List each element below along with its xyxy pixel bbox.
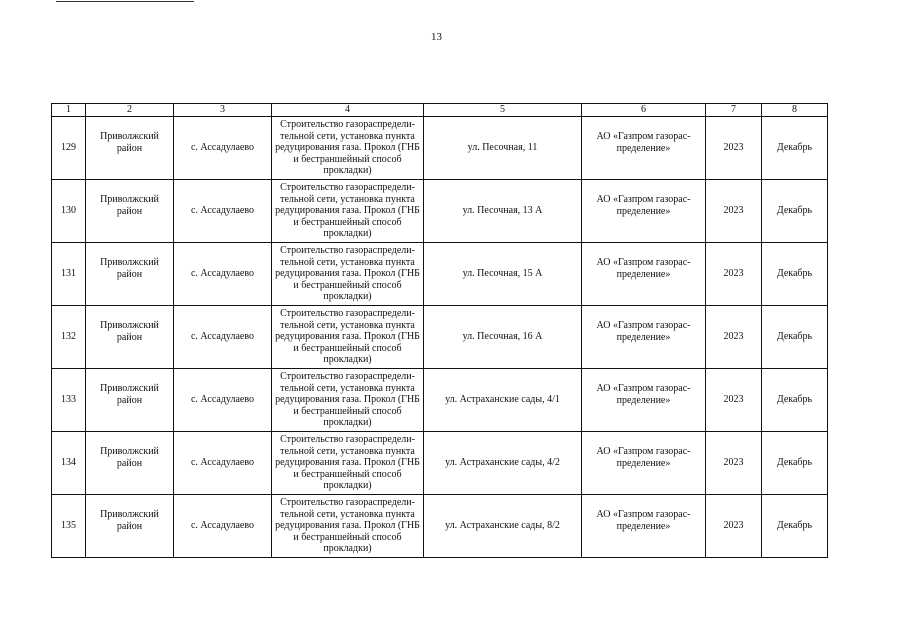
row-number: 133 bbox=[52, 369, 86, 432]
row-number: 135 bbox=[52, 495, 86, 558]
year-cell: 2023 bbox=[706, 306, 762, 369]
address-cell: ул. Астраханские сады, 4/2 bbox=[424, 432, 582, 495]
work-description-cell: Строительство газораспредели-тельной сети, установка пункта редуцирования газа. Прокол (ГНБ и бестраншейный способ прокладки) bbox=[272, 180, 424, 243]
col-header-2: 2 bbox=[86, 104, 174, 117]
work-description-cell: Строительство газораспредели-тельной сети, установка пункта редуцирования газа. Прокол (ГНБ и бестраншейный способ прокладки) bbox=[272, 306, 424, 369]
col-header-7: 7 bbox=[706, 104, 762, 117]
address-cell: ул. Песочная, 16 А bbox=[424, 306, 582, 369]
owner-cell bbox=[582, 243, 706, 306]
row-number: 129 bbox=[52, 117, 86, 180]
month-cell: Декабрь bbox=[762, 243, 828, 306]
table-row bbox=[52, 117, 828, 180]
table-row bbox=[52, 180, 828, 243]
year-cell: 2023 bbox=[706, 243, 762, 306]
district-cell bbox=[86, 432, 174, 495]
work-description-cell: Строительство газораспредели-тельной сети, установка пункта редуцирования газа. Прокол (ГНБ и бестраншейный способ прокладки) bbox=[272, 495, 424, 558]
owner-cell bbox=[582, 306, 706, 369]
district-cell bbox=[86, 306, 174, 369]
owner-cell bbox=[582, 495, 706, 558]
settlement-cell: с. Ассадулаево bbox=[174, 243, 272, 306]
owner-cell bbox=[582, 180, 706, 243]
district-text: Приволжский район bbox=[100, 509, 159, 532]
district-text: Приволжский район bbox=[100, 257, 159, 280]
work-description-cell: Строительство газораспредели-тельной сети, установка пункта редуцирования газа. Прокол (ГНБ и бестраншейный способ прокладки) bbox=[272, 243, 424, 306]
address-cell: ул. Песочная, 11 bbox=[424, 117, 582, 180]
month-cell: Декабрь bbox=[762, 432, 828, 495]
owner-text: АО «Газпром газорас-пределение» bbox=[596, 383, 691, 406]
month-cell: Декабрь bbox=[762, 369, 828, 432]
row-number: 134 bbox=[52, 432, 86, 495]
settlement-cell: с. Ассадулаево bbox=[174, 495, 272, 558]
district-cell bbox=[86, 117, 174, 180]
month-cell: Декабрь bbox=[762, 117, 828, 180]
district-text: Приволжский район bbox=[100, 383, 159, 406]
col-header-8: 8 bbox=[762, 104, 828, 117]
col-header-1: 1 bbox=[52, 104, 86, 117]
year-cell: 2023 bbox=[706, 117, 762, 180]
work-description-cell: Строительство газораспредели-тельной сети, установка пункта редуцирования газа. Прокол (ГНБ и бестраншейный способ прокладки) bbox=[272, 117, 424, 180]
owner-cell bbox=[582, 117, 706, 180]
owner-text: АО «Газпром газорас-пределение» bbox=[596, 257, 691, 280]
table-body bbox=[52, 117, 828, 558]
owner-text: АО «Газпром газорас-пределение» bbox=[596, 509, 691, 532]
page-number: 13 bbox=[431, 31, 442, 43]
work-description-cell: Строительство газораспредели-тельной сети, установка пункта редуцирования газа. Прокол (ГНБ и бестраншейный способ прокладки) bbox=[272, 432, 424, 495]
year-cell: 2023 bbox=[706, 180, 762, 243]
col-header-3: 3 bbox=[174, 104, 272, 117]
top-rule bbox=[56, 1, 194, 2]
table-row bbox=[52, 243, 828, 306]
month-cell: Декабрь bbox=[762, 495, 828, 558]
work-description-cell: Строительство газораспредели-тельной сети, установка пункта редуцирования газа. Прокол (ГНБ и бестраншейный способ прокладки) bbox=[272, 369, 424, 432]
month-cell: Декабрь bbox=[762, 180, 828, 243]
district-text: Приволжский район bbox=[100, 131, 159, 154]
district-cell bbox=[86, 180, 174, 243]
owner-text: АО «Газпром газорас-пределение» bbox=[596, 446, 691, 469]
owner-text: АО «Газпром газорас-пределение» bbox=[596, 320, 691, 343]
settlement-cell: с. Ассадулаево bbox=[174, 432, 272, 495]
year-cell: 2023 bbox=[706, 495, 762, 558]
works-table bbox=[51, 103, 828, 558]
table-row bbox=[52, 432, 828, 495]
row-number: 130 bbox=[52, 180, 86, 243]
district-cell bbox=[86, 369, 174, 432]
district-text: Приволжский район bbox=[100, 446, 159, 469]
settlement-cell: с. Ассадулаево bbox=[174, 180, 272, 243]
settlement-cell: с. Ассадулаево bbox=[174, 369, 272, 432]
owner-text: АО «Газпром газорас-пределение» bbox=[596, 131, 691, 154]
settlement-cell: с. Ассадулаево bbox=[174, 306, 272, 369]
district-cell bbox=[86, 243, 174, 306]
address-cell: ул. Песочная, 15 А bbox=[424, 243, 582, 306]
district-text: Приволжский район bbox=[100, 194, 159, 217]
table-row bbox=[52, 495, 828, 558]
year-cell: 2023 bbox=[706, 432, 762, 495]
owner-text: АО «Газпром газорас-пределение» bbox=[596, 194, 691, 217]
owner-cell bbox=[582, 369, 706, 432]
address-cell: ул. Астраханские сады, 8/2 bbox=[424, 495, 582, 558]
settlement-cell: с. Ассадулаево bbox=[174, 117, 272, 180]
header-row bbox=[52, 104, 828, 117]
owner-cell bbox=[582, 432, 706, 495]
month-cell: Декабрь bbox=[762, 306, 828, 369]
address-cell: ул. Песочная, 13 А bbox=[424, 180, 582, 243]
row-number: 132 bbox=[52, 306, 86, 369]
col-header-6: 6 bbox=[582, 104, 706, 117]
district-text: Приволжский район bbox=[100, 320, 159, 343]
row-number: 131 bbox=[52, 243, 86, 306]
table-row bbox=[52, 306, 828, 369]
district-cell bbox=[86, 495, 174, 558]
address-cell: ул. Астраханские сады, 4/1 bbox=[424, 369, 582, 432]
col-header-4: 4 bbox=[272, 104, 424, 117]
year-cell: 2023 bbox=[706, 369, 762, 432]
table-row bbox=[52, 369, 828, 432]
col-header-5: 5 bbox=[424, 104, 582, 117]
